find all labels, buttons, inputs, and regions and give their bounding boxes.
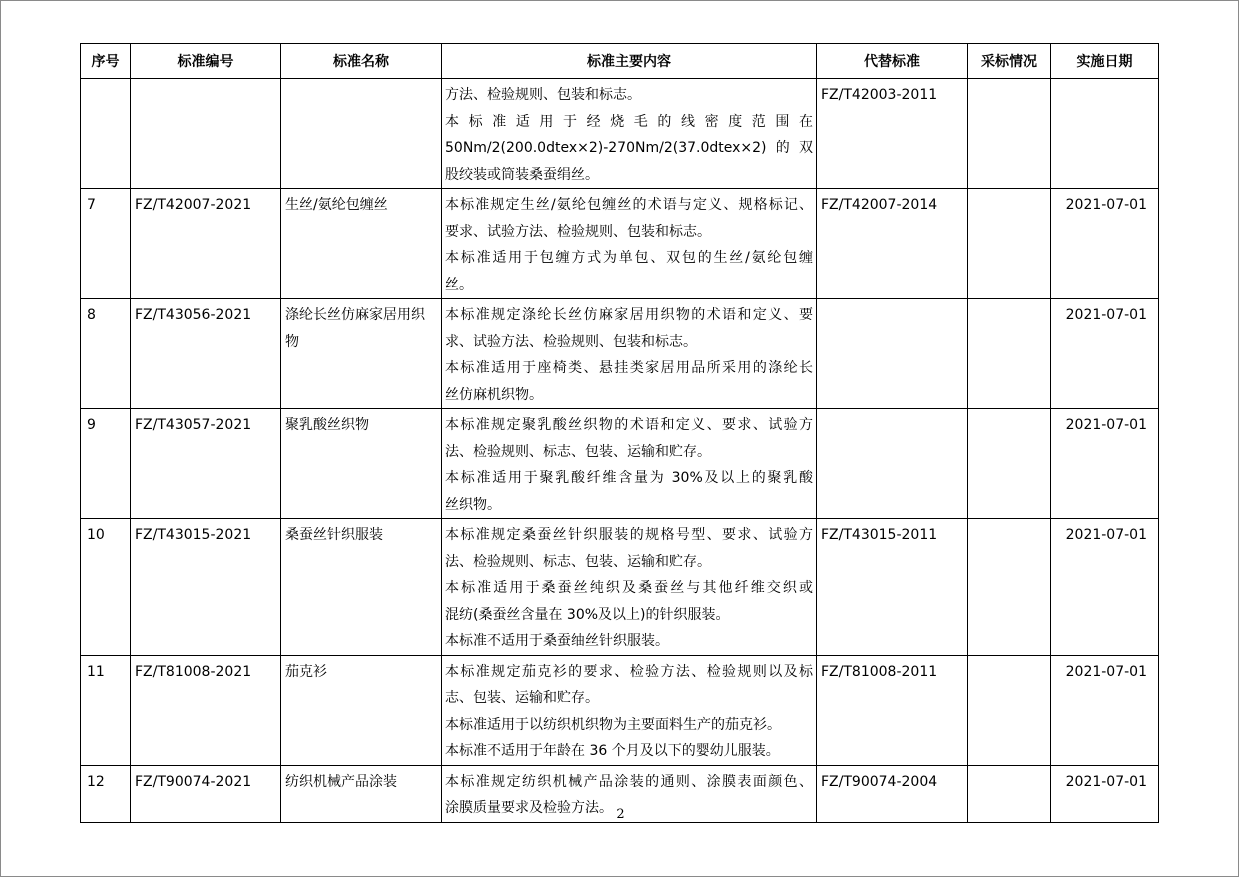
main-content-cell bbox=[442, 79, 817, 189]
main-content-cell bbox=[442, 655, 817, 765]
content-line: 本标准规定聚乳酸丝织物的术语和定义、要求、试验方 bbox=[445, 417, 813, 433]
content-paragraph bbox=[445, 355, 813, 408]
replaced-standard-cell: FZ/T42003-2011 bbox=[817, 79, 968, 189]
content-line: 本标准适用于经烧毛的线密度范围在 bbox=[445, 113, 813, 130]
replaced-standard-cell: FZ/T81008-2011 bbox=[817, 655, 968, 765]
standard-name-cell: 生丝/氨纶包缠丝 bbox=[281, 189, 442, 299]
header-implementation-date: 实施日期 bbox=[1051, 44, 1159, 79]
content-line: 本标准适用于桑蚕丝纯织及桑蚕丝与其他纤维交织或 bbox=[445, 580, 813, 596]
content-line: 丝仿麻机织物。 bbox=[445, 386, 543, 403]
header-standard-code: 标准编号 bbox=[131, 44, 281, 79]
implementation-date-cell bbox=[1051, 79, 1159, 189]
replaced-standard-cell bbox=[817, 299, 968, 409]
content-paragraph bbox=[445, 82, 813, 109]
content-line: 丝织物。 bbox=[445, 496, 501, 513]
serial-no-cell: 11 bbox=[81, 655, 131, 765]
adoption-status-cell bbox=[968, 409, 1051, 519]
content-line: 本标准规定生丝/氨纶包缠丝的术语与定义、规格标记、 bbox=[445, 197, 813, 213]
content-line: 本标准规定涤纶长丝仿麻家居用织物的术语和定义、要 bbox=[445, 307, 813, 323]
standard-name-cell: 涤纶长丝仿麻家居用织物 bbox=[281, 299, 442, 409]
content-paragraph bbox=[445, 575, 813, 628]
content-line: 法、检验规则、标志、包装、运输和贮存。 bbox=[445, 553, 711, 570]
content-paragraph bbox=[445, 712, 813, 739]
main-content-cell bbox=[442, 519, 817, 656]
table-row bbox=[81, 79, 1159, 189]
header-main-content: 标准主要内容 bbox=[442, 44, 817, 79]
standards-table bbox=[80, 43, 1159, 823]
standard-name-cell: 聚乳酸丝织物 bbox=[281, 409, 442, 519]
adoption-status-cell bbox=[968, 79, 1051, 189]
content-paragraph bbox=[445, 628, 813, 655]
header-standard-name: 标准名称 bbox=[281, 44, 442, 79]
replaced-standard-cell bbox=[817, 409, 968, 519]
content-line: 混纺(桑蚕丝含量在 30%及以上)的针织服装。 bbox=[445, 606, 730, 623]
serial-no-cell: 10 bbox=[81, 519, 131, 656]
content-line: 求、试验方法、检验规则、包装和标志。 bbox=[445, 333, 697, 350]
content-paragraph bbox=[445, 412, 813, 465]
content-line: 股绞装或筒装桑蚕绢丝。 bbox=[445, 166, 599, 183]
serial-no-cell: 9 bbox=[81, 409, 131, 519]
content-line: 本标准适用于包缠方式为单包、双包的生丝/氨纶包缠 bbox=[445, 250, 813, 266]
table-row bbox=[81, 189, 1159, 299]
serial-no-cell: 8 bbox=[81, 299, 131, 409]
content-line: 本标准规定桑蚕丝针织服装的规格号型、要求、试验方 bbox=[445, 527, 813, 543]
table-row bbox=[81, 519, 1159, 656]
content-line: 法、检验规则、标志、包装、运输和贮存。 bbox=[445, 443, 711, 460]
content-paragraph bbox=[445, 738, 813, 765]
standard-code-cell: FZ/T43015-2021 bbox=[131, 519, 281, 656]
content-line: 本标准适用于座椅类、悬挂类家居用品所采用的涤纶长 bbox=[445, 360, 813, 376]
header-replaced-standard: 代替标准 bbox=[817, 44, 968, 79]
standard-code-cell bbox=[131, 79, 281, 189]
adoption-status-cell bbox=[968, 655, 1051, 765]
content-line: 方法、检验规则、包装和标志。 bbox=[445, 87, 641, 103]
replaced-standard-cell: FZ/T42007-2014 bbox=[817, 189, 968, 299]
content-paragraph bbox=[445, 465, 813, 518]
standard-code-cell: FZ/T43056-2021 bbox=[131, 299, 281, 409]
content-line: 本标准适用于以纺织机织物为主要面料生产的茄克衫。 bbox=[445, 716, 781, 733]
content-line: 本标准适用于聚乳酸纤维含量为 30%及以上的聚乳酸 bbox=[445, 470, 813, 486]
content-paragraph bbox=[445, 245, 813, 298]
content-paragraph bbox=[445, 659, 813, 712]
content-line: 本标准规定茄克衫的要求、检验方法、检验规则以及标 bbox=[445, 663, 813, 680]
implementation-date-cell: 2021-07-01 bbox=[1051, 519, 1159, 656]
content-line: 本标准规定纺织机械产品涂装的通则、涂膜表面颜色、 bbox=[445, 773, 813, 790]
content-line: 要求、试验方法、检验规则、包装和标志。 bbox=[445, 223, 711, 240]
table-header-row bbox=[81, 44, 1159, 79]
content-paragraph bbox=[445, 302, 813, 355]
implementation-date-cell: 2021-07-01 bbox=[1051, 409, 1159, 519]
standard-code-cell: FZ/T42007-2021 bbox=[131, 189, 281, 299]
main-content-cell bbox=[442, 299, 817, 409]
table-row bbox=[81, 299, 1159, 409]
standard-code-cell: FZ/T43057-2021 bbox=[131, 409, 281, 519]
standard-code-cell: FZ/T90074-2021 bbox=[131, 765, 281, 822]
standard-name-cell: 桑蚕丝针织服装 bbox=[281, 519, 442, 656]
content-line: 志、包装、运输和贮存。 bbox=[445, 690, 599, 706]
standard-code-cell: FZ/T81008-2021 bbox=[131, 655, 281, 765]
adoption-status-cell bbox=[968, 299, 1051, 409]
standard-name-cell: 纺织机械产品涂装 bbox=[281, 765, 442, 822]
page-number: 2 bbox=[616, 807, 625, 822]
implementation-date-cell: 2021-07-01 bbox=[1051, 299, 1159, 409]
serial-no-cell bbox=[81, 79, 131, 189]
standard-name-cell: 茄克衫 bbox=[281, 655, 442, 765]
replaced-standard-cell: FZ/T90074-2004 bbox=[817, 765, 968, 822]
content-line: 丝。 bbox=[445, 276, 473, 293]
content-line: 涂膜质量要求及检验方法。 bbox=[445, 800, 613, 816]
content-paragraph bbox=[445, 109, 813, 189]
content-paragraph bbox=[445, 522, 813, 575]
main-content-cell bbox=[442, 189, 817, 299]
table-row bbox=[81, 409, 1159, 519]
table-row bbox=[81, 655, 1159, 765]
adoption-status-cell bbox=[968, 189, 1051, 299]
content-line: 本标准不适用于年龄在 36 个月及以下的婴幼儿服装。 bbox=[445, 743, 780, 759]
implementation-date-cell: 2021-07-01 bbox=[1051, 655, 1159, 765]
implementation-date-cell: 2021-07-01 bbox=[1051, 765, 1159, 822]
content-line: 本标准不适用于桑蚕䌷丝针织服装。 bbox=[445, 633, 669, 649]
content-line: 50Nm/2(200.0dtex×2)-270Nm/2(37.0dtex×2)的双 bbox=[445, 140, 813, 156]
serial-no-cell: 7 bbox=[81, 189, 131, 299]
header-adoption-status: 采标情况 bbox=[968, 44, 1051, 79]
content-paragraph bbox=[445, 192, 813, 245]
standard-name-cell bbox=[281, 79, 442, 189]
table-body bbox=[81, 79, 1159, 823]
replaced-standard-cell: FZ/T43015-2011 bbox=[817, 519, 968, 656]
implementation-date-cell: 2021-07-01 bbox=[1051, 189, 1159, 299]
header-serial-no: 序号 bbox=[81, 44, 131, 79]
serial-no-cell: 12 bbox=[81, 765, 131, 822]
adoption-status-cell bbox=[968, 519, 1051, 656]
main-content-cell bbox=[442, 409, 817, 519]
